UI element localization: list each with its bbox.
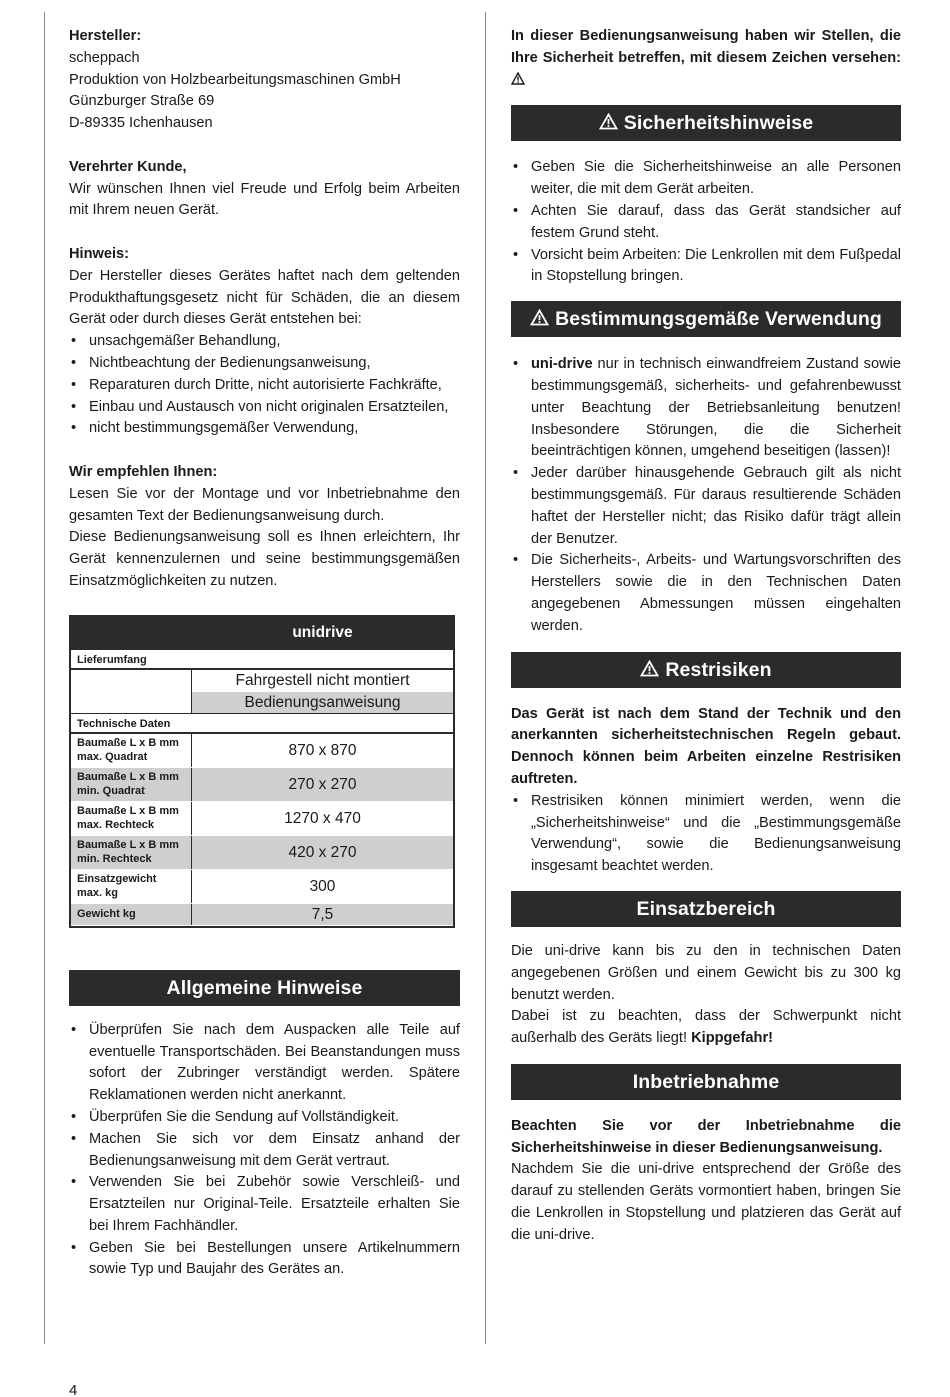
risk-list (511, 791, 901, 878)
right-column (511, 26, 901, 1247)
row-label: Einsatzgewicht (77, 873, 157, 886)
row-sublabel: max. Rechteck (77, 819, 155, 832)
manufacturer-line: Günzburger Straße 69 (69, 93, 215, 110)
general-notes-title: Allgemeine Hinweise (69, 970, 460, 1006)
list-item: • Die Sicherheits-, Arbeits- und Wartungsvorschriften des Herstellers sowie die in den Technischen Daten angegebenen Abmessungen müssen eingehalten werden. (511, 550, 901, 637)
manufacturer-line: scheppach (69, 49, 140, 66)
list-item: • Machen Sie sich vor dem Einsatz anhand der Bedienungsanweisung mit dem Gerät vertraut. (69, 1129, 460, 1173)
list-item: • Überprüfen Sie die Sendung auf Vollständigkeit. (69, 1107, 460, 1129)
warning-triangle-icon (530, 309, 549, 326)
note-text: Der Hersteller dieses Gerätes haftet nach dem geltenden Produkthaftungsgesetz nicht für Schäden, die an diesem Gerät oder durch dieses Gerät entstehen bei: (69, 267, 460, 328)
list-item: • Reparaturen durch Dritte, nicht autorisierte Fachkräfte, (69, 375, 460, 397)
model-name: unidrive (292, 623, 353, 641)
list-item: • unsachgemäßer Behandlung, (69, 331, 460, 353)
row-label: Baumaße L x B mm (77, 737, 179, 750)
list-item: • Vorsicht beim Arbeiten: Die Lenkrollen mit dem Fußpedal in Stopstellung bringen. (511, 245, 901, 289)
list-item: • Geben Sie bei Bestellungen unsere Artikelnummern sowie Typ und Baujahr des Gerätes an. (69, 1238, 460, 1282)
usage-title-bar (511, 301, 901, 337)
recommend-text: Diese Bedienungsanweisung soll es Ihnen erleichtern, Ihr Gerät kennenzulernen und seine bestimmungsgemäßen Einsatzmöglichkeiten zu nutzen. (69, 529, 460, 589)
list-item: • Achten Sie darauf, dass das Gerät standsicher auf festem Grund steht. (511, 201, 901, 245)
technical-data-table (69, 615, 455, 928)
table-row (71, 904, 453, 926)
scope-text: Dabei ist zu beachten, dass der Schwerpunkt nicht außerhalb des Geräts liegt! Kippgefahr! (511, 1008, 901, 1047)
row-label: Baumaße L x B mm (77, 839, 179, 852)
list-item: • Restrisiken können minimiert werden, wenn die „Sicherheitshinweise“ und die „Bestimmungsgemäße Verwendung“, sowie die Bedienungsanweisung insgesamt beachtet werden. (511, 791, 901, 878)
safety-title-bar (511, 105, 901, 141)
row-sublabel: min. Quadrat (77, 785, 145, 798)
list-item: • Einbau und Austausch von nicht originalen Ersatzteilen, (69, 397, 460, 419)
row-value: 7,5 (311, 905, 334, 923)
row-value: 300 (309, 877, 336, 895)
column-divider-rule (485, 12, 486, 1344)
row-value: 1270 x 470 (284, 809, 361, 827)
manufacturer-heading: Hersteller: (69, 28, 142, 44)
list-item: • Nichtbeachtung der Bedienungsanweisung, (69, 353, 460, 375)
intro-text: In dieser Bedienungsanweisung haben wir Stellen, die Ihre Sicherheit betreffen, mit diesem Zeichen versehen: (511, 26, 901, 91)
manufacturer-line: Produktion von Holzbearbeitungsmaschinen GmbH (69, 71, 401, 88)
safety-list (511, 157, 901, 288)
list-item: • Überprüfen Sie nach dem Auspacken alle Teile auf eventuelle Transportschäden. Bei Beanstandungen muss sofort der Zubringer verständigt werden. Spätere Reklamationen werden nicht anerkannt. (69, 1020, 460, 1107)
usage-title: Bestimmungsgemäße Verwendung (555, 308, 882, 331)
left-column (69, 26, 460, 1281)
left-margin-rule (44, 12, 45, 1344)
scope-label: Lieferumfang (71, 649, 453, 670)
list-item: • uni-drive nur in technisch einwandfreiem Zustand sowie bestimmungsgemäß, sicherheits- und gefahrenbewusst unter Beachtung der Betriebsanleitung benutzen! Insbesondere Störungen, die die Sicherheit beeinträchtigen können, umgehend beseitigen (lassen)! (511, 354, 901, 463)
row-label: Baumaße L x B mm (77, 805, 179, 818)
scope-title: Einsatzbereich (511, 891, 901, 927)
row-sublabel: max. Quadrat (77, 751, 148, 764)
row-value: 870 x 870 (288, 741, 357, 759)
table-row (71, 802, 453, 836)
row-sublabel: max. kg (77, 887, 118, 900)
tipping-warning: Kippgefahr! (691, 1030, 773, 1047)
scope-item: Bedienungsanweisung (192, 692, 453, 713)
greeting-text: Wir wünschen Ihnen viel Freude und Erfolg beim Arbeiten mit Ihrem neuen Gerät. (69, 180, 460, 219)
warning-triangle-icon (640, 660, 659, 677)
risk-intro: Das Gerät ist nach dem Stand der Technik und den anerkannten sicherheitstechnischen Regeln gebaut. Dennoch können beim Arbeiten einzelne Restrisiken auftreten. (511, 705, 901, 787)
tech-label: Technische Daten (71, 713, 453, 734)
list-item: • Geben Sie die Sicherheitshinweise an alle Personen weiter, die mit dem Gerät arbeiten. (511, 157, 901, 201)
recommend-text: Lesen Sie vor der Montage und vor Inbetriebnahme den gesamten Text der Bedienungsanweisung durch. (69, 485, 460, 524)
list-item: • nicht bestimmungsgemäßer Verwendung, (69, 418, 460, 440)
list-item: • Verwenden Sie bei Zubehör sowie Verschleiß- und Ersatzteilen nur Original-Teile. Ersatzteile erhalten Sie bei Ihrem Fachhändler. (69, 1172, 460, 1237)
page-number: 4 (69, 1382, 78, 1397)
note-heading: Hinweis: (69, 245, 130, 262)
start-title: Inbetriebnahme (511, 1064, 901, 1100)
start-text: Nachdem Sie die uni-drive entsprechend der Größe des darauf zu stellenden Geräts vormontiert haben, bringen Sie die Lenkrollen in Stopstellung und platzieren das Gerät auf die uni-drive. (511, 1161, 901, 1243)
general-notes-list (69, 1020, 460, 1282)
row-sublabel: min. Rechteck (77, 853, 152, 866)
recommend-heading: Wir empfehlen Ihnen: (69, 463, 218, 480)
risk-title: Restrisiken (665, 658, 772, 681)
greeting-heading: Verehrter Kunde, (69, 158, 187, 175)
scope-text: Die uni-drive kann bis zu den in technischen Daten angegebenen Größen und einem Gewicht bis zu 300 kg benutzt werden. (511, 942, 901, 1003)
table-row (71, 870, 453, 904)
row-label: Gewicht kg (71, 904, 192, 925)
risk-title-bar (511, 652, 901, 688)
row-value: 270 x 270 (288, 775, 357, 793)
scope-block (71, 670, 453, 713)
safety-title: Sicherheitshinweise (623, 112, 814, 135)
usage-list (511, 354, 901, 637)
list-item: • Jeder darüber hinausgehende Gebrauch gilt als nicht bestimmungsgemäß. Für daraus resultierende Schäden haftet der Hersteller nicht; das Risiko dafür trägt allein der Benutzer. (511, 463, 901, 550)
table-row (71, 836, 453, 870)
warning-triangle-icon (511, 72, 525, 85)
product-name: uni-drive (531, 356, 593, 373)
start-intro: Beachten Sie vor der Inbetriebnahme die Sicherheitshinweise in dieser Bedienungsanweisung. (511, 1117, 901, 1156)
row-label: Baumaße L x B mm (77, 771, 179, 784)
table-row (71, 768, 453, 802)
manufacturer-line: D-89335 Ichenhausen (69, 115, 213, 132)
scope-item: Fahrgestell nicht montiert (235, 671, 410, 689)
warning-triangle-icon (599, 113, 618, 130)
table-header-row (71, 617, 453, 649)
row-value: 420 x 270 (288, 843, 357, 861)
table-row (71, 734, 453, 768)
note-list (69, 331, 460, 440)
